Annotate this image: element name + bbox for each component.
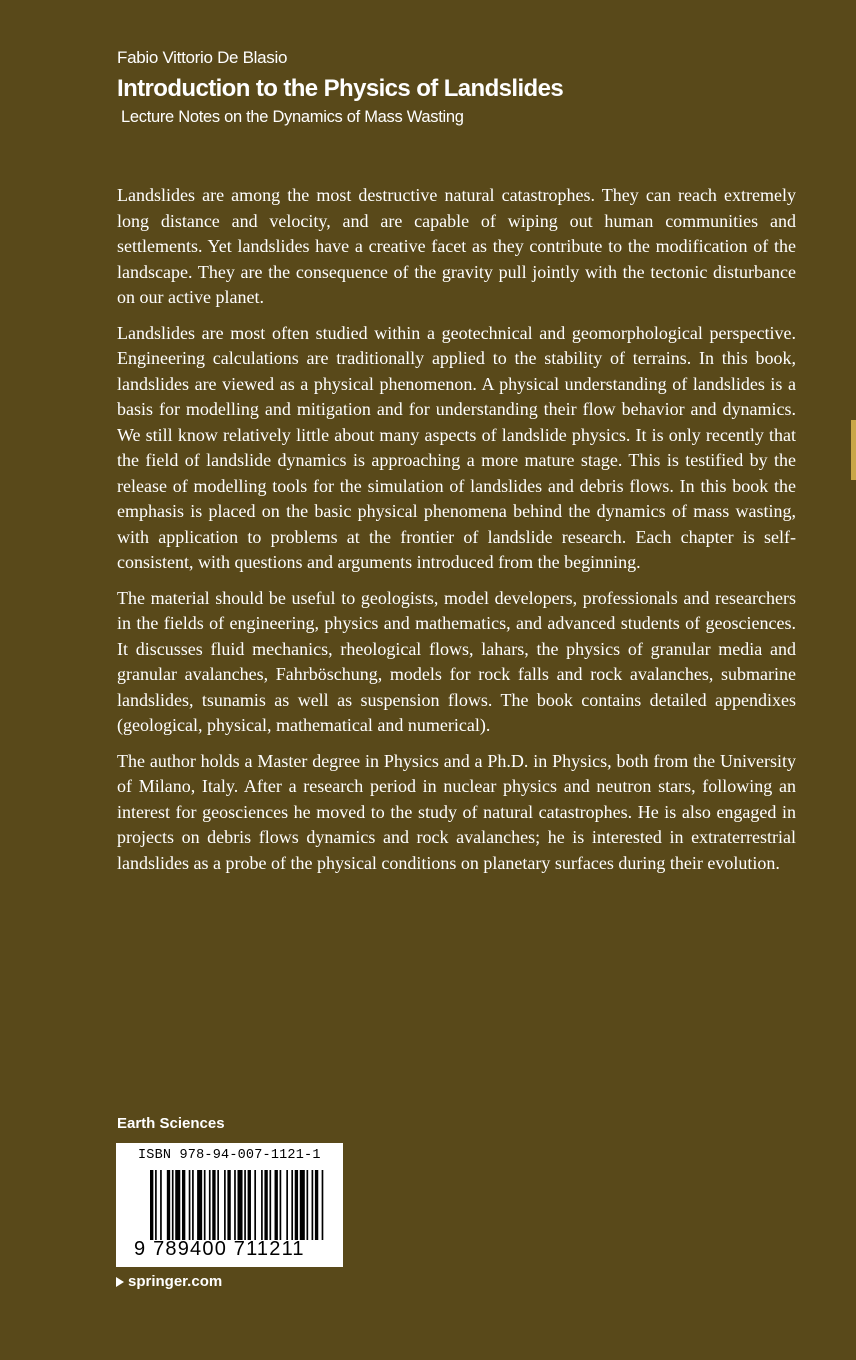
cover-header <box>117 47 797 128</box>
book-subtitle: Lecture Notes on the Dynamics of Mass Wasting <box>121 108 464 126</box>
author-name: Fabio Vittorio De Blasio <box>117 48 288 67</box>
publisher-website: springer.com <box>128 1273 223 1290</box>
blurb <box>117 183 796 886</box>
blurb-paragraph: The material should be useful to geologists, model developers, professionals and researchers in the fields of engineering, physics and mathematics, and advanced students of geosciences. It discusses fluid mechanics, rheological flows, lahars, the physics of granular media and granular avalanches, Fahrböschung, models for rock falls and rock avalanches, submarine landslides, tsunamis as well as suspension flows. The book contains detailed appendixes (geological, physical, mathematical and numerical). <box>117 587 796 735</box>
barcode-digits: 9 789400 711211 <box>134 1238 305 1260</box>
book-title: Introduction to the Physics of Landslides <box>117 75 564 102</box>
blurb-paragraph: The author holds a Master degree in Physics and a Ph.D. in Physics, both from the University of Milano, Italy. After a research period in nuclear physics and neutron stars, following an interest for geosciences he moved to the study of natural catastrophes. He is also engaged in projects on debris flows dynamics and rock avalanches; he is interested in extraterrestrial landslides as a probe of the physical conditions on planetary surfaces during their evolution. <box>117 750 796 873</box>
blurb-paragraph: Landslides are most often studied within a geotechnical and geomorphological perspective. Engineering calculations are traditionally applied to the stability of terrains. In this book, landslides are viewed as a physical phenomenon. A physical understanding of landslides is a basis for modelling and mitigation and for understanding their flow behavior and dynamics. We still know relatively little about many aspects of landslide physics. It is only recently that the field of landslide dynamics is approaching a more mature stage. This is testified by the release of modelling tools for the simulation of landslides and debris flows. In this book the emphasis is placed on the basic physical phenomena behind the dynamics of mass wasting, with application to problems at the frontier of landslide research. Each chapter is self-consistent, with questions and arguments introduced from the beginning. <box>117 322 796 572</box>
spine-accent-strip <box>851 420 856 480</box>
series-label: Earth Sciences <box>117 1115 225 1132</box>
triangle-right-icon <box>116 1277 124 1287</box>
publisher-link[interactable] <box>116 1273 222 1290</box>
isbn-text: ISBN 978-94-007-1121-1 <box>138 1148 321 1163</box>
barcode-bars <box>150 1170 325 1240</box>
isbn-barcode <box>116 1143 343 1267</box>
blurb-paragraph: Landslides are among the most destructive natural catastrophes. They can reach extremely long distance and velocity, and are capable of wiping out human communities and settlements. Yet landslides have a creative facet as they contribute to the modification of the landscape. They are the consequence of the gravity pull jointly with the tectonic disturbance on our active planet. <box>117 185 796 307</box>
